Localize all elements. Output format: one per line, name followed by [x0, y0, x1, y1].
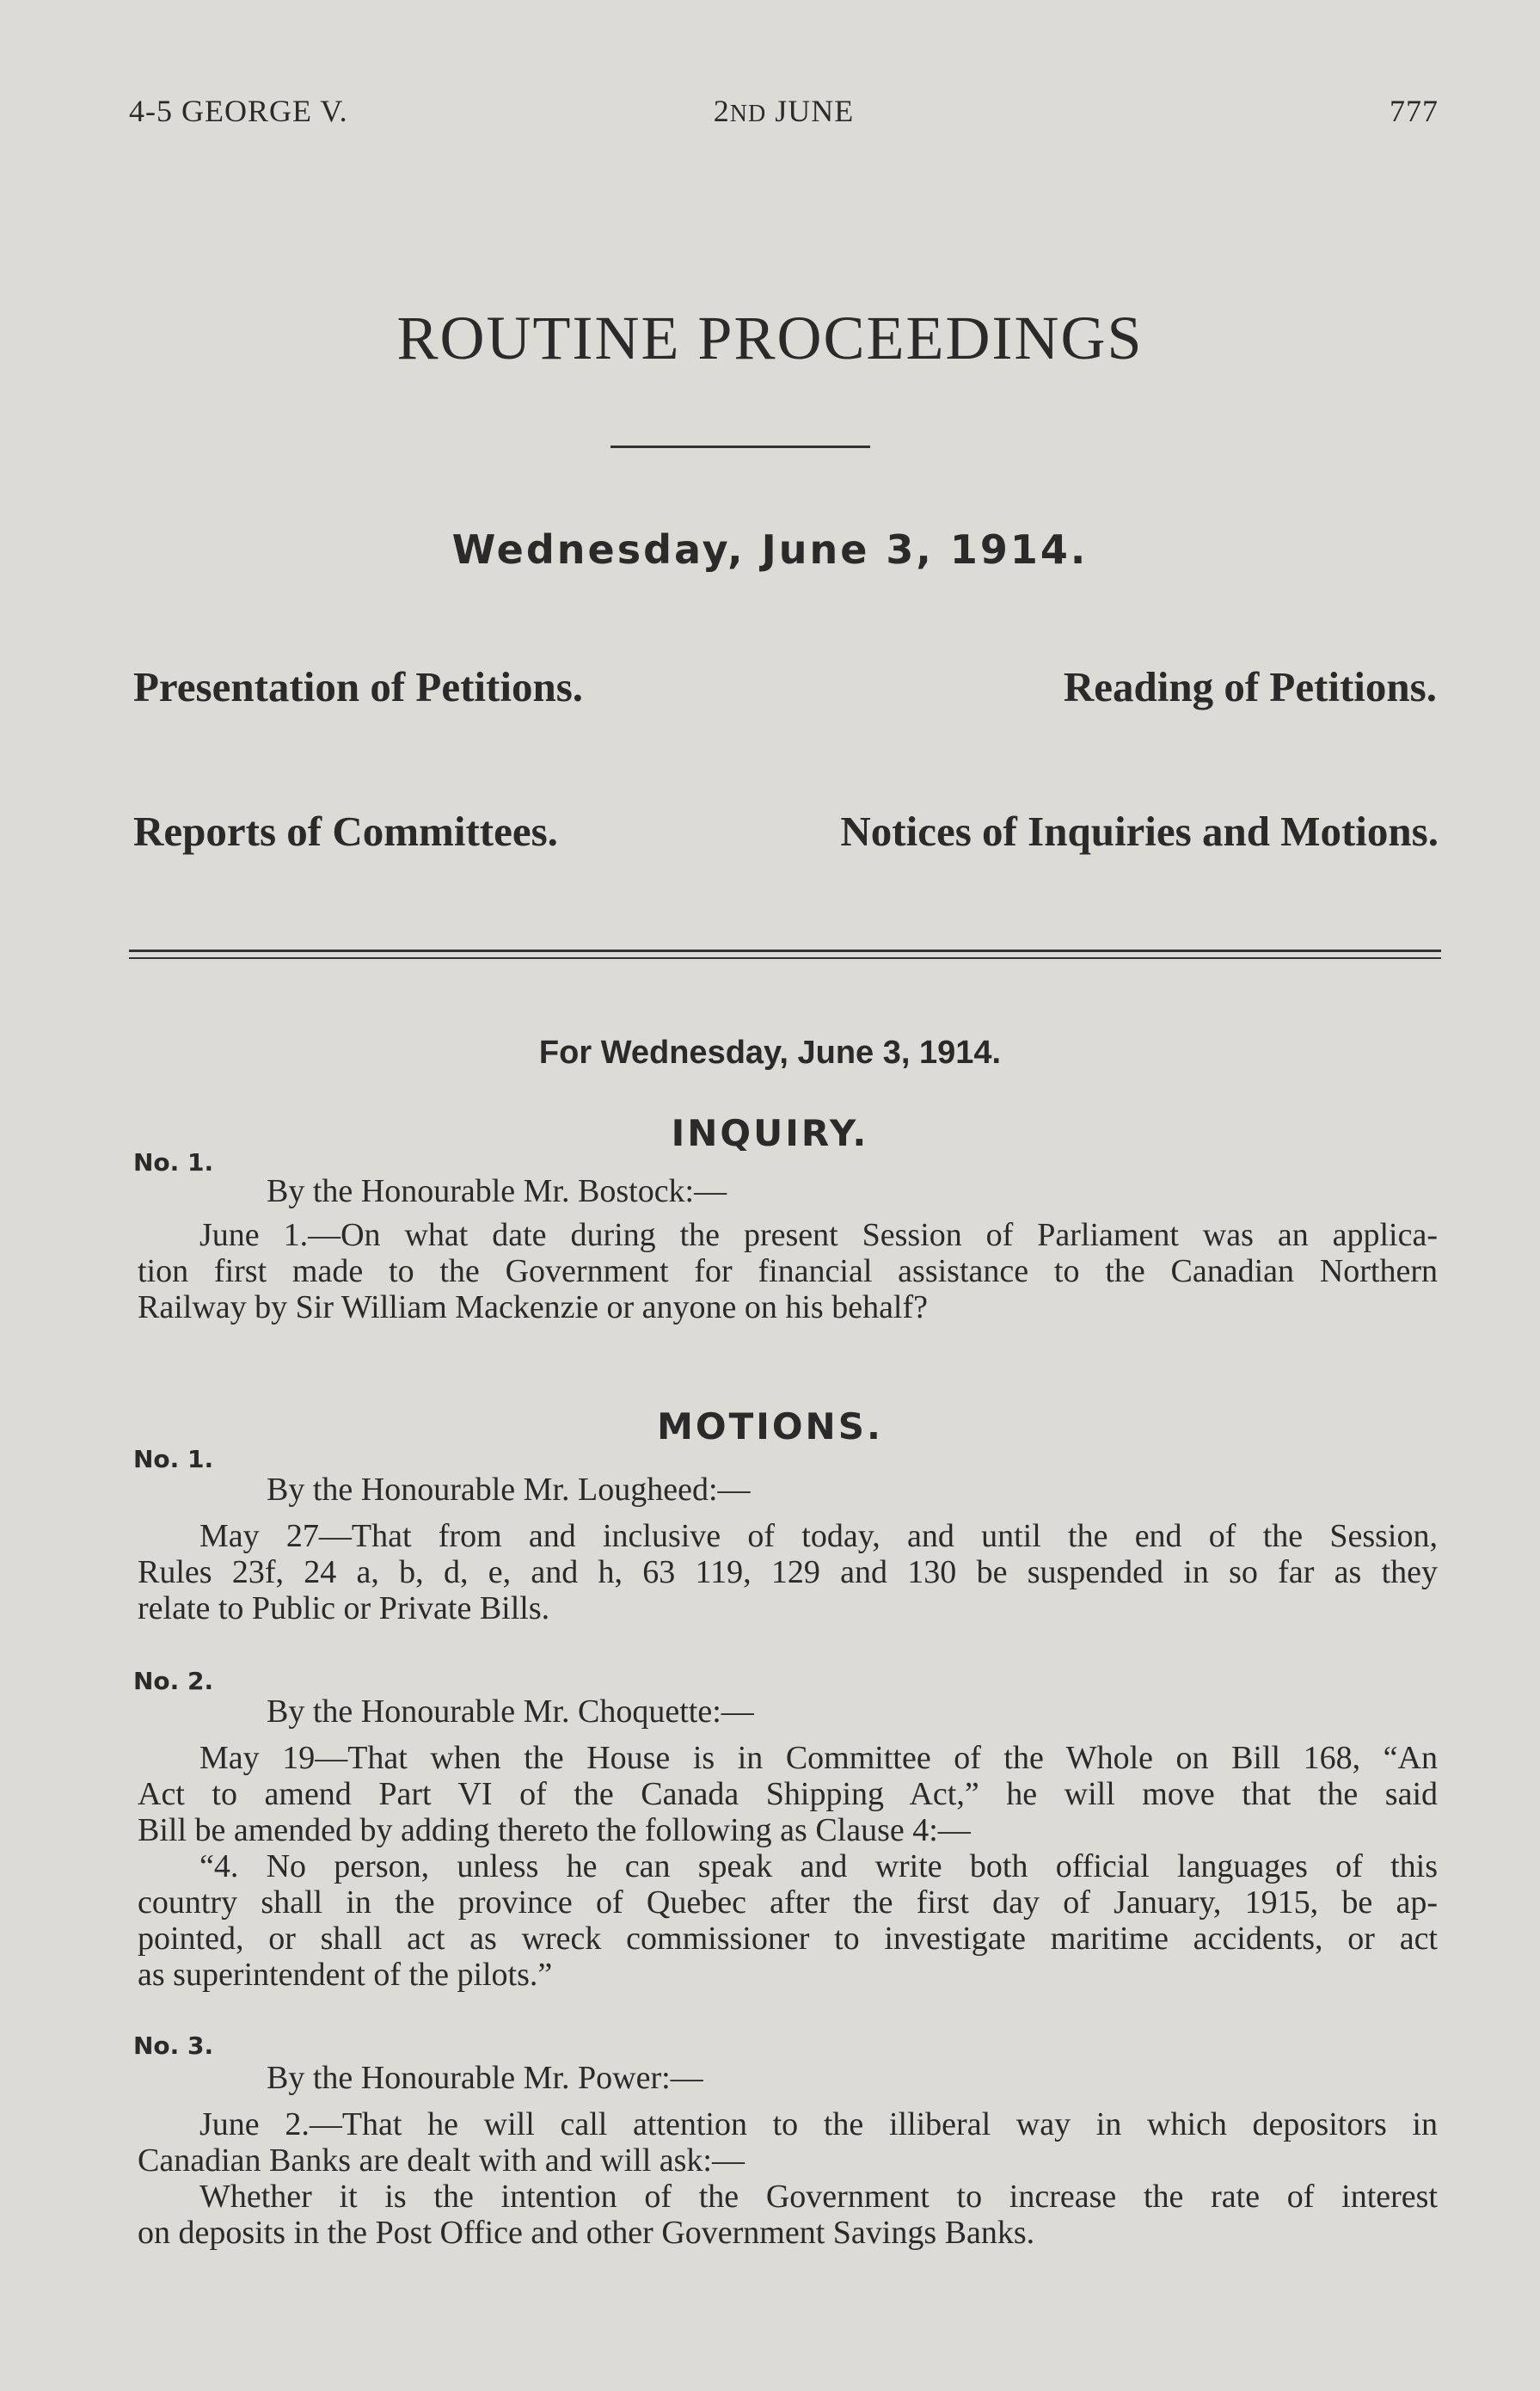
- inquiry-number: No. 1.: [133, 1148, 214, 1177]
- motion-number: No. 3.: [133, 2031, 214, 2060]
- motion-text-line: on deposits in the Post Office and other Government Savings Banks.: [138, 2215, 1035, 2251]
- motion-text-line: Rules 23f, 24 a, b, d, e, and h, 63 119, 129 and 130 be suspended in so far as they: [138, 1554, 1438, 1590]
- for-date-heading: For Wednesday, June 3, 1914.: [538, 1035, 1002, 1071]
- motion-text-line: May 19—That when the House is in Committee of the Whole on Bill 168, “An: [199, 1740, 1438, 1776]
- order-reports-of-committees: Reports of Committees.: [133, 808, 558, 855]
- motion-text-line: Bill be amended by adding thereto the following as Clause 4:—: [138, 1812, 971, 1848]
- page-title: ROUTINE PROCEEDINGS: [396, 304, 1144, 372]
- sitting-date-heading: Wednesday, June 3, 1914.: [451, 526, 1089, 573]
- motion-by-line: By the Honourable Mr. Choquette:—: [267, 1693, 754, 1730]
- order-row-committees: [133, 807, 1437, 856]
- motion-text-line: as superintendent of the pilots.”: [138, 1957, 553, 1993]
- motion-text-line: Act to amend Part VI of the Canada Shipping Act,” he will move that the said: [138, 1776, 1438, 1812]
- motion-by-line: By the Honourable Mr. Lougheed:—: [267, 1472, 751, 1508]
- motion-text-line: relate to Public or Private Bills.: [138, 1590, 550, 1626]
- section-double-rule: [129, 950, 1441, 959]
- motion-number: No. 2.: [133, 1667, 214, 1695]
- motion-text-line: Whether it is the intention of the Government to increase the rate of interest: [199, 2179, 1438, 2215]
- title-divider: [610, 446, 870, 448]
- motion-text-line: pointed, or shall act as wreck commissioner to investigate maritime accidents, or act: [138, 1921, 1438, 1957]
- motion-text-line: “4. No person, unless he can speak and write both official languages of this: [199, 1848, 1438, 1884]
- motions-heading: MOTIONS.: [657, 1405, 883, 1448]
- page-number: 777: [1390, 94, 1439, 128]
- motion-text-line: June 2.—That he will call attention to the illiberal way in which depositors in: [199, 2106, 1438, 2142]
- header-regnal-year: 4-5 GEORGE V.: [129, 94, 348, 128]
- order-presentation-of-petitions: Presentation of Petitions.: [133, 663, 584, 710]
- motion-number: No. 1.: [133, 1445, 214, 1473]
- motion-by-line: By the Honourable Mr. Power:—: [267, 2060, 703, 2096]
- motion-text-line: May 27—That from and inclusive of today, and until the end of the Session,: [199, 1518, 1438, 1554]
- inquiry-text-line: tion first made to the Government for financial assistance to the Canadian Northern: [138, 1253, 1438, 1289]
- motion-text-line: country shall in the province of Quebec after the first day of January, 1915, be ap-: [138, 1884, 1438, 1921]
- order-notices: Notices of Inquiries and Motions.: [840, 808, 1439, 855]
- inquiry-heading: INQUIRY.: [671, 1112, 869, 1154]
- header-date: 2ND JUNE: [713, 94, 855, 128]
- inquiry-text-line: Railway by Sir William Mackenzie or anyone on his behalf?: [138, 1289, 929, 1325]
- running-header: [129, 93, 1439, 129]
- order-row-petitions: [133, 662, 1437, 711]
- order-reading-of-petitions: Reading of Petitions.: [1063, 663, 1437, 710]
- inquiry-by-line: By the Honourable Mr. Bostock:—: [267, 1173, 727, 1209]
- inquiry-text-line: June 1.—On what date during the present Session of Parliament was an applica-: [199, 1217, 1438, 1253]
- motion-text-line: Canadian Banks are dealt with and will ask:—: [138, 2142, 745, 2179]
